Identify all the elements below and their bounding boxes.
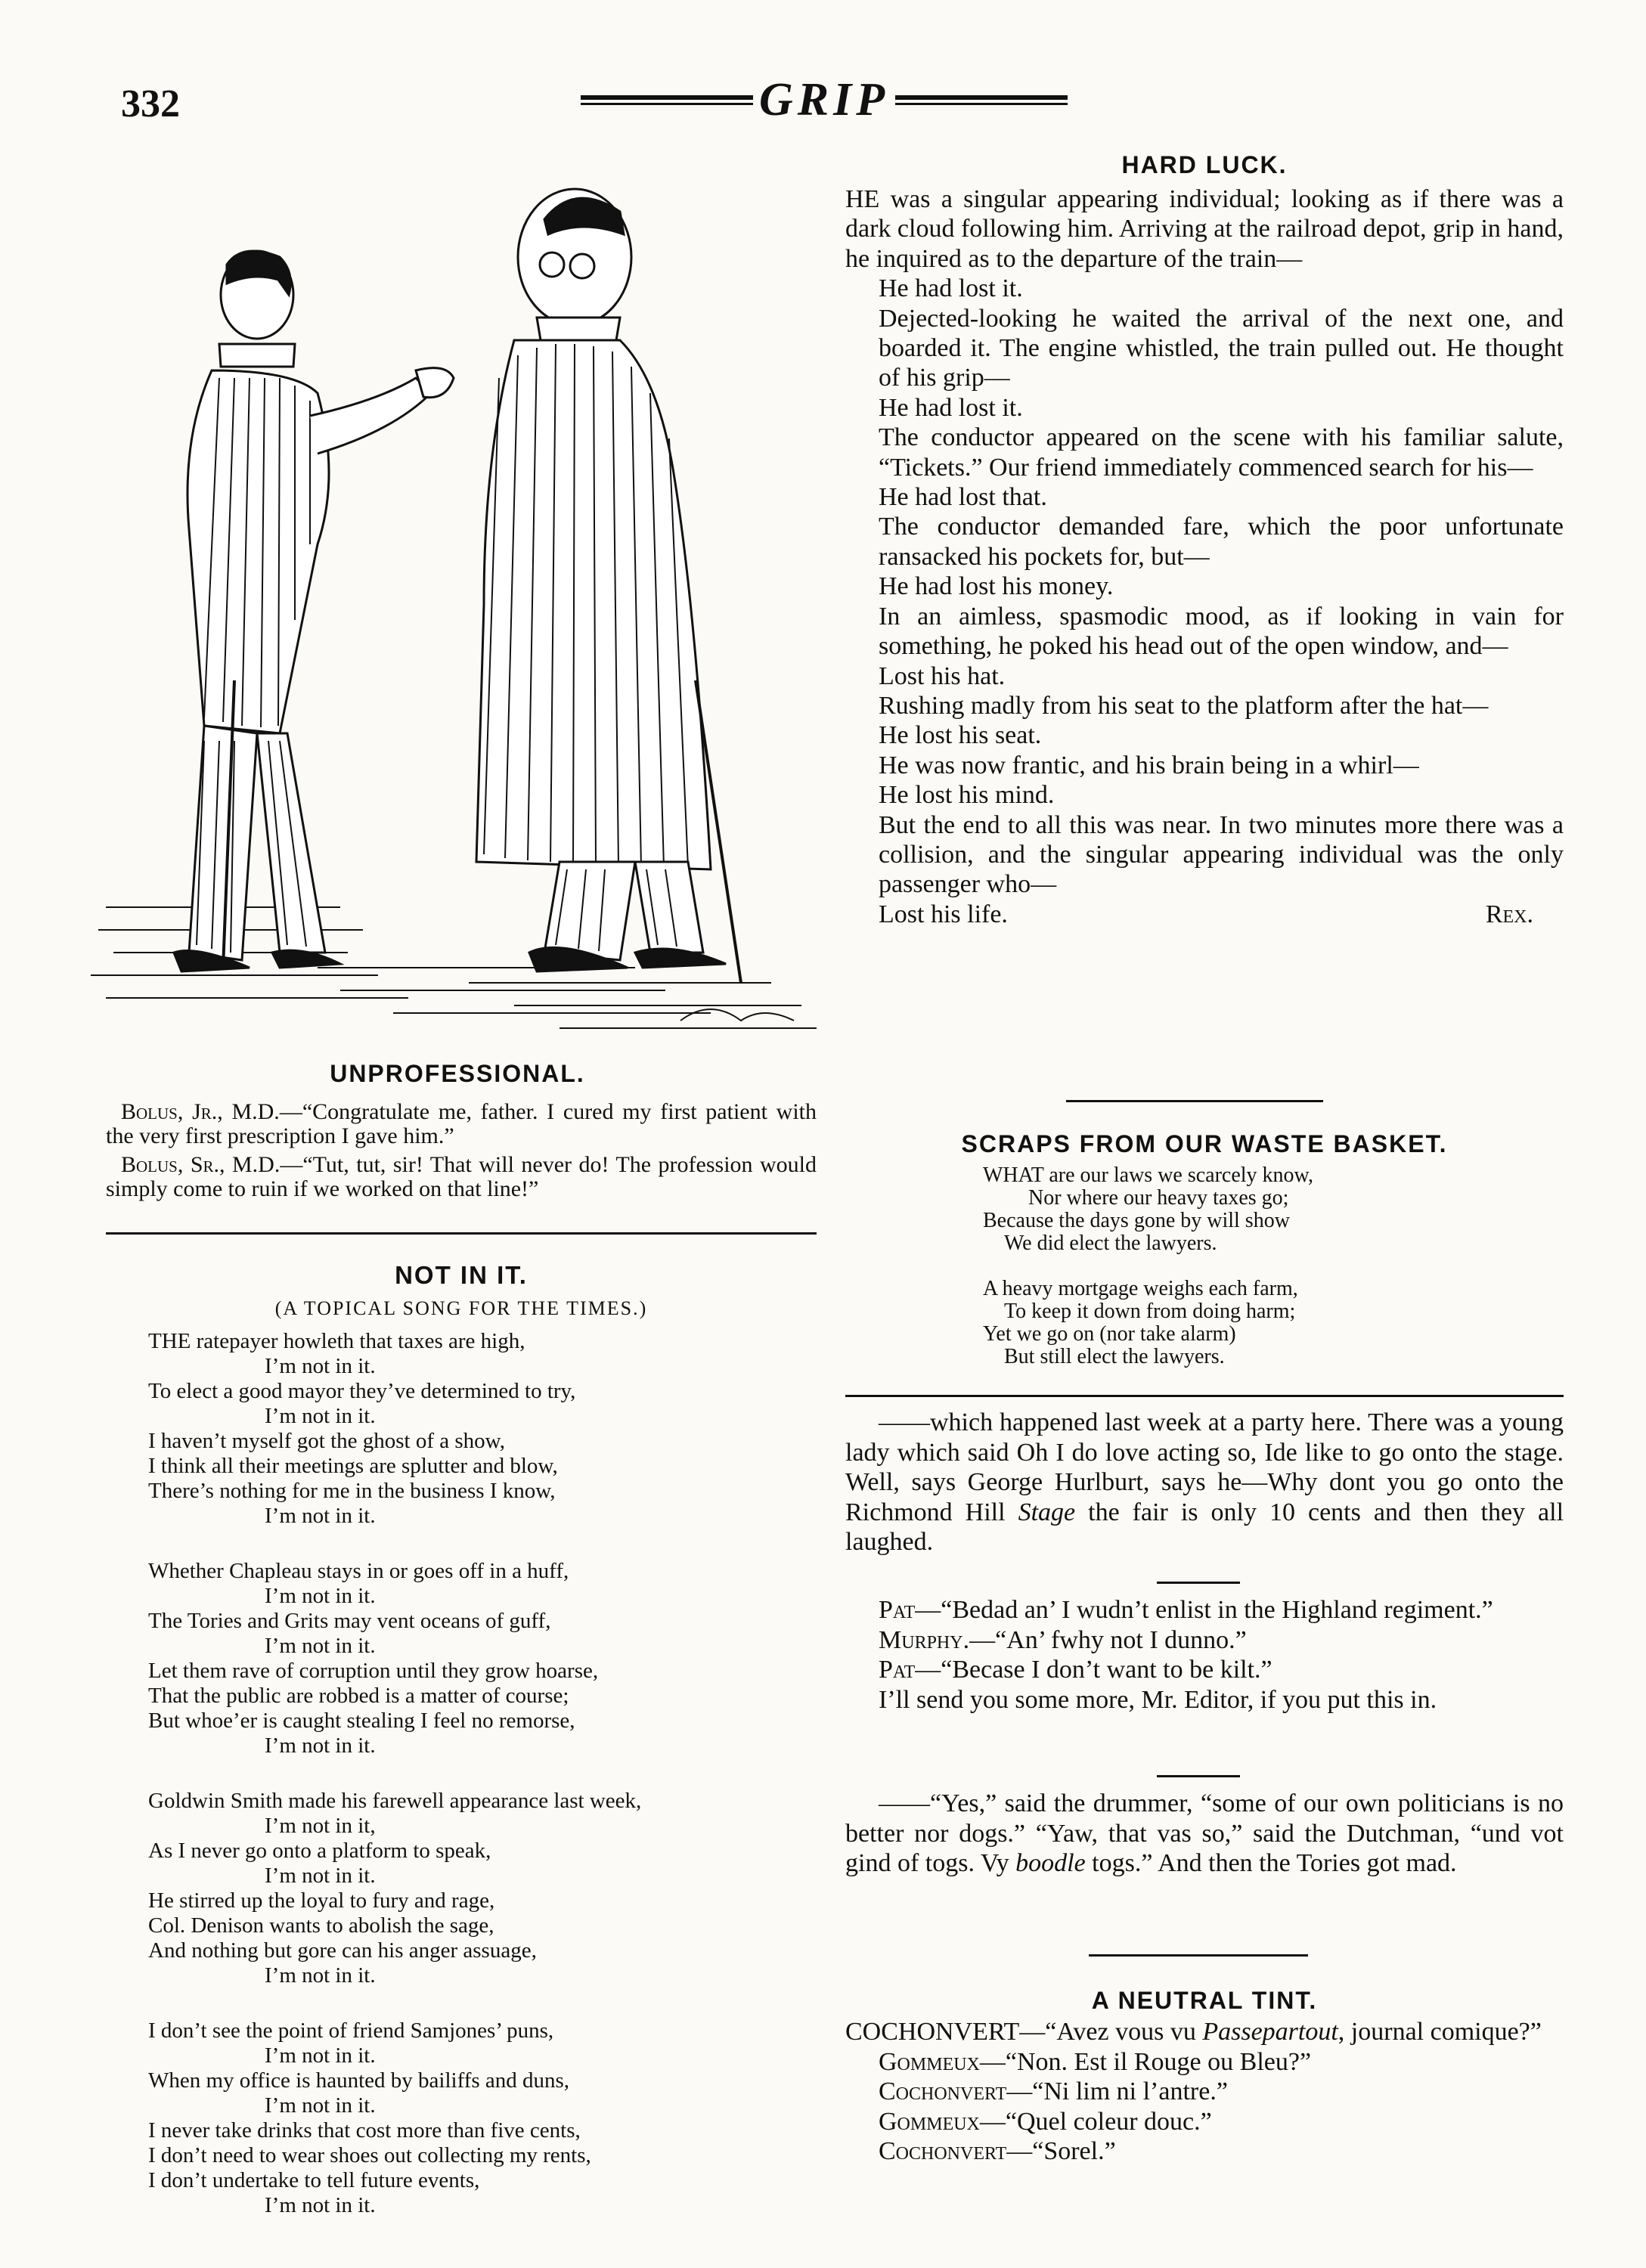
hard-luck-para: He was now frantic, and his brain being in a whirl— xyxy=(879,751,1419,779)
highland-item xyxy=(845,1595,1564,1715)
scraps-line: Nor where our heavy taxes go; xyxy=(1028,1186,1289,1210)
hard-luck-para: In an aimless, spasmodic mood, as if looking in vain for something, he poked his head out of the open window, and— xyxy=(879,602,1564,661)
song-line: I don’t see the point of friend Samjones’ puns, xyxy=(148,2019,554,2043)
song-refrain: I’m not in it. xyxy=(265,2093,376,2118)
scraps-line: We did elect the lawyers. xyxy=(1004,1232,1217,1255)
neutral-text: —“Non. Est il Rouge ou Bleu?” xyxy=(979,2047,1312,2076)
song-line: Whether Chapleau stays in or goes off in a huff, xyxy=(148,1559,569,1583)
masthead xyxy=(575,70,1074,130)
song-stanza xyxy=(148,1789,814,1988)
song-refrain: I’m not in it. xyxy=(265,1584,376,1608)
cartoon-illustration xyxy=(91,151,824,1051)
caption-speaker-2: Bolus, Sr., M.D. xyxy=(121,1152,281,1177)
page-number: 332 xyxy=(121,82,180,125)
scraps-line: A heavy mortgage weighs each farm, xyxy=(983,1277,1298,1300)
song-refrain: I’m not in it. xyxy=(265,2043,376,2068)
drummer-italic: boodle xyxy=(1015,1849,1086,1877)
party-item-main: ——which happened last week at a party here. There was a young lady which said Oh I do love acting so, Ide like to go onto the stage. Well, says George Hurlburt, says he—Why dont you go onto the Richmond Hill xyxy=(845,1408,1564,1526)
neutral-speaker: COCHONVERT xyxy=(845,2018,1020,2046)
song-line: The Tories and Grits may vent oceans of guff, xyxy=(148,1609,551,1633)
neutral-line xyxy=(845,2047,1564,2077)
song-title: NOT IN IT. xyxy=(395,1261,528,1289)
party-item xyxy=(845,1408,1564,1557)
highland-text: I’ll send you some more, Mr. Editor, if you put this in. xyxy=(879,1685,1437,1714)
hard-luck-para: He lost his seat. xyxy=(879,721,1042,750)
song-line: He stirred up the loyal to fury and rage, xyxy=(148,1888,495,1913)
caption-speaker-1: Bolus, Jr., M.D. xyxy=(121,1099,280,1124)
hard-luck-intro: HE was a singular appearing individual; looking as if there was a dark cloud following him. Arriving at the railroad depot, grip in hand, he inquired as to the departure of the train— xyxy=(845,185,1564,273)
song-body xyxy=(148,1329,814,2248)
song-line: Let them rave of corruption until they grow hoarse, xyxy=(148,1659,599,1683)
hard-luck-signature: Rex. xyxy=(1485,900,1533,928)
scraps-title: SCRAPS FROM OUR WASTE BASKET. xyxy=(961,1130,1448,1157)
caption-line-1 xyxy=(106,1100,817,1148)
neutral-italic: Passepartout xyxy=(1202,2018,1338,2046)
neutral-text: —“Sorel.” xyxy=(1006,2137,1116,2165)
drummer-text xyxy=(845,1789,1564,1879)
scraps-line: But still elect the lawyers. xyxy=(1004,1345,1225,1368)
young-doctor-figure xyxy=(174,251,454,971)
highland-speaker: Pat xyxy=(879,1656,916,1684)
song-line: To elect a good mayor they’ve determined to try, xyxy=(148,1379,576,1403)
hard-luck-ending xyxy=(845,900,1564,929)
scraps-stanza xyxy=(983,1278,1558,1368)
hard-luck-para: He lost his mind. xyxy=(879,781,1055,810)
song-refrain: I’m not in it. xyxy=(265,2193,376,2217)
highland-speaker: Pat xyxy=(879,1596,916,1624)
neutral-speaker: Gommeux xyxy=(879,2047,980,2076)
highland-line xyxy=(845,1655,1564,1685)
highland-line xyxy=(845,1685,1564,1715)
hard-luck-para: He had lost it. xyxy=(879,274,1023,303)
caption-line-2 xyxy=(106,1153,817,1201)
song-line: But whoe’er is caught stealing I feel no remorse, xyxy=(148,1709,575,1733)
hard-luck-para: He had lost his money. xyxy=(879,572,1114,601)
neutral-line xyxy=(845,2107,1564,2137)
cartoon-drawing xyxy=(91,151,824,1051)
neutral-speaker: Cochonvert xyxy=(879,2137,1007,2165)
hard-luck-last-line: Lost his life. xyxy=(879,900,1008,928)
song-refrain: I’m not in it. xyxy=(265,1504,376,1528)
neutral-line xyxy=(845,2077,1564,2107)
hard-luck-title: HARD LUCK. xyxy=(1121,151,1288,178)
hard-luck-para: Lost his hat. xyxy=(879,662,1006,690)
song-refrain: I’m not in it. xyxy=(265,1404,376,1428)
hard-luck-para: The conductor appeared on the scene with his familiar salute, “Tickets.” Our friend immediately commenced search for his— xyxy=(879,423,1564,482)
artist-signature-mark xyxy=(680,1009,794,1021)
scraps-line: WHAT are our laws we scarcely know, xyxy=(983,1163,1313,1187)
song-line: As I never go onto a platform to speak, xyxy=(148,1839,491,1863)
song-line: When my office is haunted by bailiffs and duns, xyxy=(148,2068,570,2093)
song-line: THE ratepayer howleth that taxes are high, xyxy=(148,1329,525,1353)
neutral-tint-title: A NEUTRAL TINT. xyxy=(1091,1987,1318,2014)
neutral-first-line xyxy=(845,2017,1564,2047)
scraps-line: To keep it down from doing harm; xyxy=(1004,1300,1296,1323)
scraps-line: Because the days gone by will show xyxy=(983,1209,1290,1232)
song-line: Col. Denison wants to abolish the sage, xyxy=(148,1913,494,1938)
hard-luck-para: Rushing madly from his seat to the platform after the hat— xyxy=(879,691,1489,720)
neutral-tint-body xyxy=(845,2017,1564,2167)
song-line: That the public are robbed is a matter of course; xyxy=(148,1684,569,1708)
song-refrain: I’m not in it. xyxy=(265,1354,376,1378)
highland-line xyxy=(845,1625,1564,1656)
neutral-speaker: Cochonvert xyxy=(879,2077,1007,2105)
song-line: And nothing but gore can his anger assuage, xyxy=(148,1938,537,1963)
neutral-text: —“Quel coleur douc.” xyxy=(979,2107,1212,2136)
highland-text: —“Bedad an’ I wudn’t enlist in the Highland regiment.” xyxy=(915,1596,1493,1624)
song-subtitle: (A TOPICAL SONG FOR THE TIMES.) xyxy=(274,1297,648,1319)
song-stanza xyxy=(148,2019,814,2218)
highland-text: —“Becase I don’t want to be kilt.” xyxy=(915,1656,1272,1684)
neutral-speaker: Gommeux xyxy=(879,2107,980,2136)
drummer-after: togs.” And then the Tories got mad. xyxy=(1092,1849,1457,1877)
song-line: There’s nothing for me in the business I know, xyxy=(148,1479,556,1503)
section-rule xyxy=(1066,1100,1323,1102)
song-refrain: I’m not in it. xyxy=(265,1864,376,1888)
hard-luck-para: But the end to all this was near. In two minutes more there was a collision, and the singular appearing individual was the only passenger who— xyxy=(879,810,1564,899)
masthead-rule-left xyxy=(581,95,753,105)
scraps-stanza xyxy=(983,1164,1558,1255)
song-line: I never take drinks that cost more than five cents, xyxy=(148,2118,581,2143)
drummer-before: ——“Yes,” said the drummer, “some of our own politicians is no better nor dogs.” “Yaw, that vas so,” said the Dutchman, “und vot gind of togs. Vy xyxy=(845,1789,1564,1877)
neutral-text: —“Avez vous vu xyxy=(1019,2018,1196,2046)
caption-text-2: —“Tut, tut, sir! That will never do! The profession would simply come to ruin if we worked on that line!” xyxy=(106,1152,817,1201)
hard-luck-para: He had lost that. xyxy=(879,483,1047,512)
hard-luck-para: Dejected-looking he waited the arrival of the next one, and boarded it. The engine whistled, the train pulled out. He thought of his grip— xyxy=(879,304,1564,392)
party-item-end: the fair is only 10 cents and then they all laughed. xyxy=(845,1498,1564,1556)
party-item-italic: Stage xyxy=(1018,1498,1076,1526)
short-rule xyxy=(1157,1582,1240,1584)
scraps-line: Yet we go on (nor take alarm) xyxy=(983,1322,1236,1346)
neutral-line xyxy=(845,2136,1564,2167)
masthead-rule-right xyxy=(895,95,1068,105)
hard-luck-body xyxy=(845,184,1564,929)
song-line: I don’t undertake to tell future events, xyxy=(148,2168,480,2192)
cartoon-title: UNPROFESSIONAL. xyxy=(330,1060,585,1087)
hard-luck-para: The conductor demanded fare, which the poor unfortunate ransacked his pockets for, but— xyxy=(879,513,1564,571)
song-line: I don’t need to wear shoes out collecting my rents, xyxy=(148,2143,591,2167)
song-refrain: I’m not in it. xyxy=(265,1634,376,1658)
cartoon-caption xyxy=(106,1100,817,1206)
song-line: I haven’t myself got the ghost of a show, xyxy=(148,1429,505,1453)
short-rule xyxy=(1157,1775,1240,1777)
section-rule xyxy=(1089,1954,1308,1957)
column-divider-rule xyxy=(106,1232,817,1235)
neutral-text: , journal comique?” xyxy=(1338,2018,1542,2046)
song-stanza xyxy=(148,1329,814,1529)
highland-line xyxy=(845,1595,1564,1625)
highland-speaker: Murphy. xyxy=(879,1625,970,1654)
scraps-poem xyxy=(983,1164,1558,1391)
elder-doctor-figure xyxy=(476,189,741,983)
caption-text-1: —“Congratulate me, father. I cured my first patient with the very first prescription I gave him.” xyxy=(106,1099,817,1148)
song-line: Goldwin Smith made his farewell appearance last week, xyxy=(148,1789,642,1813)
song-refrain: I’m not in it. xyxy=(265,1963,376,1988)
song-refrain: I’m not in it. xyxy=(265,1734,376,1758)
song-line: I think all their meetings are splutter and blow, xyxy=(148,1454,558,1478)
highland-text: —“An’ fwhy not I dunno.” xyxy=(969,1625,1247,1654)
drummer-item xyxy=(845,1789,1564,1879)
song-refrain: I’m not in it, xyxy=(265,1814,376,1838)
hard-luck-para: He had lost it. xyxy=(879,393,1023,422)
party-item-text xyxy=(845,1408,1564,1557)
section-rule xyxy=(845,1395,1564,1397)
masthead-title: GRIP xyxy=(758,73,890,125)
song-stanza xyxy=(148,1559,814,1758)
neutral-text: —“Ni lim ni l’antre.” xyxy=(1006,2077,1228,2105)
